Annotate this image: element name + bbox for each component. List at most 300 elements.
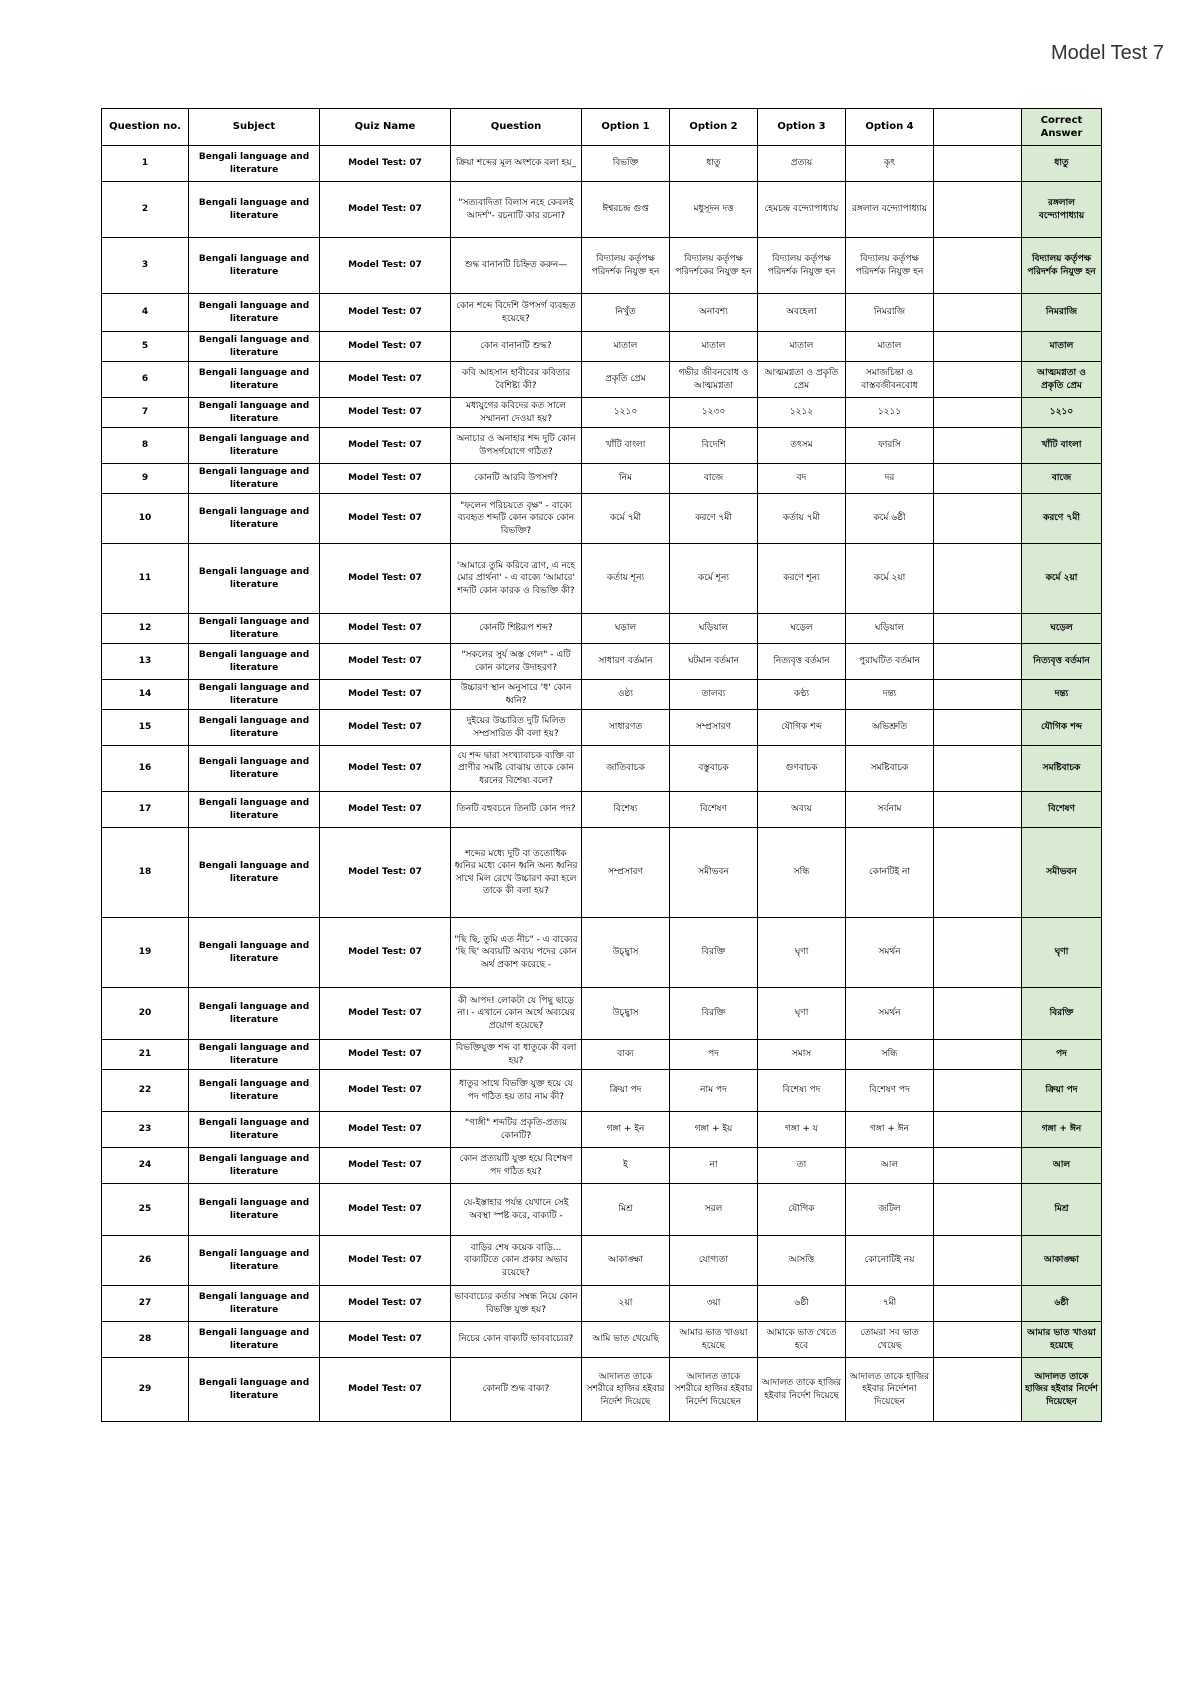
option-4-cell: ৭মী (846, 1286, 934, 1322)
quiz-name-cell: Model Test: 07 (320, 146, 451, 182)
subject-cell: Bengali language and literature (189, 1184, 320, 1236)
table-row (102, 1112, 1102, 1148)
question-cell: "সকলের সুর্য অস্ত গেল" - এটি কোন কালের উদাহরণ? (451, 644, 582, 680)
subject-cell: Bengali language and literature (189, 1070, 320, 1112)
option-3-cell: বদ (758, 464, 846, 494)
quiz-name-cell: Model Test: 07 (320, 494, 451, 544)
option-3-cell: প্রত্যয় (758, 146, 846, 182)
option-1-cell: উচ্ছ্বাস (582, 918, 670, 988)
table-row (102, 1148, 1102, 1184)
column-header: Option 3 (758, 109, 846, 146)
correct-answer-cell: ক্রিয়া পদ (1022, 1070, 1102, 1112)
question-cell: কবি আহসান হাবীবের কবিতার বৈশিষ্ট্য কী? (451, 362, 582, 398)
question-number: 20 (102, 988, 189, 1040)
blank-cell (934, 238, 1022, 294)
question-cell: কোন বানানটি শুদ্ধ? (451, 332, 582, 362)
option-1-cell: উচ্ছ্বাস (582, 988, 670, 1040)
option-3-cell: বিদ্যালয় কর্তৃপক্ষ পরিদর্শক নিযুক্ত হন (758, 238, 846, 294)
subject-cell: Bengali language and literature (189, 828, 320, 918)
option-3-cell: আমাকে ভাত খেতে হবে (758, 1322, 846, 1358)
blank-cell (934, 398, 1022, 428)
option-2-cell: সম্প্রসারণ (670, 710, 758, 746)
table-row (102, 1040, 1102, 1070)
blank-cell (934, 792, 1022, 828)
quiz-name-cell: Model Test: 07 (320, 710, 451, 746)
table-row (102, 494, 1102, 544)
option-3-cell: অবহেলা (758, 294, 846, 332)
correct-answer-cell: ঘড়েল (1022, 614, 1102, 644)
subject-cell: Bengali language and literature (189, 182, 320, 238)
correct-answer-cell: পদ (1022, 1040, 1102, 1070)
option-2-cell: না (670, 1148, 758, 1184)
quiz-name-cell: Model Test: 07 (320, 1184, 451, 1236)
option-2-cell: পদ (670, 1040, 758, 1070)
question-cell: "গাঙ্গী" শব্দটির প্রকৃতি-প্রত্যয় কোনটি? (451, 1112, 582, 1148)
option-2-cell: ১২৩০ (670, 398, 758, 428)
column-header: Question no. (102, 109, 189, 146)
correct-answer-cell: ১২১০ (1022, 398, 1102, 428)
question-cell: "সত্যবাদিতা বিলাস নহে কেবলই আদর্শ"- রচনাটি কার রচনা? (451, 182, 582, 238)
quiz-name-cell: Model Test: 07 (320, 828, 451, 918)
blank-cell (934, 614, 1022, 644)
subject-cell: Bengali language and literature (189, 746, 320, 792)
table-row (102, 918, 1102, 988)
quiz-name-cell: Model Test: 07 (320, 464, 451, 494)
quiz-name-cell: Model Test: 07 (320, 644, 451, 680)
question-cell: যে শব্দ দ্বারা সংখ্যাবাচক ব্যক্তি বা প্রাণীর সমষ্টি বোঝায় তাকে কোন ধরনের বিশেষ্য বলে? (451, 746, 582, 792)
question-number: 22 (102, 1070, 189, 1112)
correct-answer-cell: আল (1022, 1148, 1102, 1184)
question-number: 9 (102, 464, 189, 494)
blank-cell (934, 294, 1022, 332)
quiz-name-cell: Model Test: 07 (320, 238, 451, 294)
subject-cell: Bengali language and literature (189, 294, 320, 332)
table-row (102, 398, 1102, 428)
option-4-cell: সমষ্টিবাচক (846, 746, 934, 792)
option-4-cell: বিদ্যালয় কর্তৃপক্ষ পরিদর্শক নিযুক্ত হন (846, 238, 934, 294)
correct-answer-cell: রঙ্গলাল বন্দ্যোপাধ্যায় (1022, 182, 1102, 238)
option-4-cell: বিশেষণ পদ (846, 1070, 934, 1112)
option-2-cell: যোগ্যতা (670, 1236, 758, 1286)
option-2-cell: বিদ্যালয় কর্তৃপক্ষ পরিদর্শকের নিযুক্ত হন (670, 238, 758, 294)
option-1-cell: বিশেষ্য (582, 792, 670, 828)
option-4-cell: আদালত তাকে হাজির হইবার নির্দেশনা দিয়েছেন (846, 1358, 934, 1422)
question-number: 28 (102, 1322, 189, 1358)
correct-answer-cell: আকাঙ্ক্ষা (1022, 1236, 1102, 1286)
correct-answer-cell: কর্মে ২য়া (1022, 544, 1102, 614)
quiz-name-cell: Model Test: 07 (320, 746, 451, 792)
option-3-cell: হেমচন্দ্র বন্দ্যোপাধ্যায় (758, 182, 846, 238)
correct-answer-cell: করণে ৭মী (1022, 494, 1102, 544)
option-2-cell: সমীভবন (670, 828, 758, 918)
option-4-cell: সমাজচিন্তা ও বাস্তবজীবনবোধ (846, 362, 934, 398)
table-row (102, 792, 1102, 828)
blank-cell (934, 988, 1022, 1040)
correct-answer-cell: যৌগিক শব্দ (1022, 710, 1102, 746)
correct-answer-cell: মিশ্র (1022, 1184, 1102, 1236)
option-4-cell: গঙ্গা + ঈন (846, 1112, 934, 1148)
option-3-cell: যৌগিক শব্দ (758, 710, 846, 746)
question-number: 25 (102, 1184, 189, 1236)
question-cell: ক্রিয়া শব্দের মূল অংশকে বলা হয়_ (451, 146, 582, 182)
correct-answer-cell: আত্মমগ্নতা ও প্রকৃতি প্রেম (1022, 362, 1102, 398)
question-cell: কোনটি শুদ্ধ বাক্য? (451, 1358, 582, 1422)
table-row (102, 146, 1102, 182)
option-2-cell: তালব্য (670, 680, 758, 710)
option-3-cell: গুণবাচক (758, 746, 846, 792)
question-number: 21 (102, 1040, 189, 1070)
blank-cell (934, 544, 1022, 614)
option-3-cell: সমাস (758, 1040, 846, 1070)
table-row (102, 1184, 1102, 1236)
blank-cell (934, 1286, 1022, 1322)
question-number: 19 (102, 918, 189, 988)
column-header: Question (451, 109, 582, 146)
question-number: 8 (102, 428, 189, 464)
option-3-cell: আসত্তি (758, 1236, 846, 1286)
option-4-cell: ঘড়িয়াল (846, 614, 934, 644)
table-row (102, 294, 1102, 332)
table-row (102, 362, 1102, 398)
option-3-cell: অব্যয় (758, 792, 846, 828)
blank-cell (934, 182, 1022, 238)
correct-answer-cell: বাজে (1022, 464, 1102, 494)
blank-cell (934, 680, 1022, 710)
question-cell: কোনটি আরবি উপসর্গ? (451, 464, 582, 494)
correct-answer-cell: সমষ্টিবাচক (1022, 746, 1102, 792)
question-cell: কোন শব্দে বিদেশি উপসর্গ ব্যবহৃত হয়েছে? (451, 294, 582, 332)
question-cell: কোনটি শিষ্টরূপ শব্দ? (451, 614, 582, 644)
option-4-cell: ১২১১ (846, 398, 934, 428)
option-1-cell: বিভক্তি (582, 146, 670, 182)
quiz-name-cell: Model Test: 07 (320, 1148, 451, 1184)
quiz-name-cell: Model Test: 07 (320, 398, 451, 428)
question-cell: তিনটি বহুবচনে তিনটি কোন পদ? (451, 792, 582, 828)
option-2-cell: ঘড়িয়াল (670, 614, 758, 644)
option-1-cell: বাক্য (582, 1040, 670, 1070)
option-4-cell: অভিশ্রুতি (846, 710, 934, 746)
question-number: 26 (102, 1236, 189, 1286)
option-2-cell: করণে ৭মী (670, 494, 758, 544)
quiz-name-cell: Model Test: 07 (320, 294, 451, 332)
question-cell: "ফলেন পরিচয়তে বৃক্ষ" - বাক্যে ব্যবহৃত শব্দটি কোন কারকে কোন বিভক্তি? (451, 494, 582, 544)
option-1-cell: আকাঙ্ক্ষা (582, 1236, 670, 1286)
quiz-name-cell: Model Test: 07 (320, 182, 451, 238)
option-3-cell: আত্মমগ্নতা ও প্রকৃতি প্রেম (758, 362, 846, 398)
table-row (102, 182, 1102, 238)
subject-cell: Bengali language and literature (189, 146, 320, 182)
column-header: Option 1 (582, 109, 670, 146)
blank-cell (934, 1236, 1022, 1286)
option-2-cell: মাতাল (670, 332, 758, 362)
question-number: 2 (102, 182, 189, 238)
option-1-cell: ১২১০ (582, 398, 670, 428)
option-1-cell: ওষ্ঠ্য (582, 680, 670, 710)
subject-cell: Bengali language and literature (189, 680, 320, 710)
option-1-cell: আদালত তাকে সশরীরে হাজির হইবার নির্দেশ দিয়েছে (582, 1358, 670, 1422)
blank-cell (934, 1112, 1022, 1148)
correct-answer-cell: দন্ত্য (1022, 680, 1102, 710)
option-1-cell: মিশ্র (582, 1184, 670, 1236)
option-2-cell: ধাতু (670, 146, 758, 182)
question-cell: শুদ্ধ বানানটি চিহ্নিত করুন— (451, 238, 582, 294)
option-3-cell: ঘৃণা (758, 918, 846, 988)
option-3-cell: আদালত তাকে হাজির হইবার নির্দেশ দিয়েছে (758, 1358, 846, 1422)
subject-cell: Bengali language and literature (189, 1148, 320, 1184)
correct-answer-cell: মাতাল (1022, 332, 1102, 362)
option-2-cell: বিশেষণ (670, 792, 758, 828)
correct-answer-cell: আমার ভাত খাওয়া হয়েছে (1022, 1322, 1102, 1358)
question-cell: যে-ইস্তাহার পর্যন্ত যেখানে সেই অবস্থা স্পষ্ট করে, বাক্যটি - (451, 1184, 582, 1236)
table-row (102, 746, 1102, 792)
blank-cell (934, 1148, 1022, 1184)
option-1-cell: আমি ভাত খেয়েছি (582, 1322, 670, 1358)
correct-answer-cell: নিত্যবৃত্ত বর্তমান (1022, 644, 1102, 680)
blank-cell (934, 1322, 1022, 1358)
correct-answer-cell: বিশেষণ (1022, 792, 1102, 828)
blank-cell (934, 1070, 1022, 1112)
option-3-cell: ১২১২ (758, 398, 846, 428)
option-4-cell: আল (846, 1148, 934, 1184)
option-4-cell: দর (846, 464, 934, 494)
option-1-cell: সাধারণত (582, 710, 670, 746)
option-1-cell: গঙ্গা + ইন (582, 1112, 670, 1148)
option-3-cell: কর্তায় ৭মী (758, 494, 846, 544)
blank-cell (934, 746, 1022, 792)
question-number: 10 (102, 494, 189, 544)
option-2-cell: বস্তুবাচক (670, 746, 758, 792)
option-2-cell: বাজে (670, 464, 758, 494)
option-2-cell: ৩য়া (670, 1286, 758, 1322)
quiz-name-cell: Model Test: 07 (320, 428, 451, 464)
option-2-cell: অনাবশ্য (670, 294, 758, 332)
option-3-cell: গঙ্গা + য (758, 1112, 846, 1148)
option-4-cell: জটিল (846, 1184, 934, 1236)
subject-cell: Bengali language and literature (189, 398, 320, 428)
question-number: 29 (102, 1358, 189, 1422)
blank-cell (934, 1358, 1022, 1422)
option-3-cell: সন্ধি (758, 828, 846, 918)
table-row (102, 1070, 1102, 1112)
question-number: 7 (102, 398, 189, 428)
table-row (102, 680, 1102, 710)
option-1-cell: ঘড়াল (582, 614, 670, 644)
option-1-cell: জাতিবাচক (582, 746, 670, 792)
question-number: 15 (102, 710, 189, 746)
question-cell: ধাতুর সাথে বিভক্তি যুক্ত হয়ে যে পদ গঠিত হয় তার নাম কী? (451, 1070, 582, 1112)
correct-answer-cell: বিদ্যালয় কর্তৃপক্ষ পরিদর্শক নিযুক্ত হন (1022, 238, 1102, 294)
blank-cell (934, 918, 1022, 988)
blank-cell (934, 710, 1022, 746)
question-cell: মধ্যযুগের কবিদের কত সালে সম্মাননা দেওয়া হয়? (451, 398, 582, 428)
table-row (102, 238, 1102, 294)
correct-answer-cell: বিরক্তি (1022, 988, 1102, 1040)
option-2-cell: কর্মে শূন্য (670, 544, 758, 614)
option-3-cell: তৎসম (758, 428, 846, 464)
subject-cell: Bengali language and literature (189, 988, 320, 1040)
question-number: 5 (102, 332, 189, 362)
subject-cell: Bengali language and literature (189, 362, 320, 398)
table-row (102, 428, 1102, 464)
quiz-name-cell: Model Test: 07 (320, 918, 451, 988)
question-number: 14 (102, 680, 189, 710)
option-4-cell: মাতাল (846, 332, 934, 362)
correct-answer-cell: ৬ষ্ঠী (1022, 1286, 1102, 1322)
table-row (102, 988, 1102, 1040)
question-number: 3 (102, 238, 189, 294)
option-4-cell: নিমরাজি (846, 294, 934, 332)
option-2-cell: গভীর জীবনবোধ ও আত্মমগ্নতা (670, 362, 758, 398)
option-4-cell: ফারসি (846, 428, 934, 464)
question-cell: উচ্চারণ স্থান অনুসারে 'ধ' কোন ধ্বনি? (451, 680, 582, 710)
option-2-cell: বিরক্তি (670, 918, 758, 988)
table-row (102, 710, 1102, 746)
question-cell: নিচের কোন বাক্যটি ভাববাচ্যের? (451, 1322, 582, 1358)
question-number: 12 (102, 614, 189, 644)
option-4-cell: দন্ত্য (846, 680, 934, 710)
blank-cell (934, 332, 1022, 362)
subject-cell: Bengali language and literature (189, 1358, 320, 1422)
option-3-cell: ঘৃণা (758, 988, 846, 1040)
option-2-cell: গঙ্গা + ইয় (670, 1112, 758, 1148)
option-4-cell: সমর্থন (846, 918, 934, 988)
page-header-title: Model Test 7 (1050, 42, 1164, 64)
option-1-cell: সম্প্রসারণ (582, 828, 670, 918)
subject-cell: Bengali language and literature (189, 494, 320, 544)
quiz-name-cell: Model Test: 07 (320, 614, 451, 644)
question-number: 24 (102, 1148, 189, 1184)
correct-answer-cell: ঘৃণা (1022, 918, 1102, 988)
option-4-cell: সমর্থন (846, 988, 934, 1040)
subject-cell: Bengali language and literature (189, 238, 320, 294)
column-header-correct-answer: Correct Answer (1022, 109, 1102, 146)
option-4-cell: তোমরা সব ভাত খেয়েছ (846, 1322, 934, 1358)
correct-answer-cell: ধাতু (1022, 146, 1102, 182)
question-number: 13 (102, 644, 189, 680)
subject-cell: Bengali language and literature (189, 792, 320, 828)
option-1-cell: ঈশ্বরচন্দ্র গুপ্ত (582, 182, 670, 238)
question-cell: কোন প্রত্যয়টি যুক্ত হয়ে বিশেষণ পদ গঠিত হয়? (451, 1148, 582, 1184)
option-1-cell: সাধারণ বর্তমান (582, 644, 670, 680)
option-3-cell: ঘড়েল (758, 614, 846, 644)
table-row (102, 332, 1102, 362)
option-4-cell: সর্বনাম (846, 792, 934, 828)
question-number: 16 (102, 746, 189, 792)
option-4-cell: রঙ্গলাল বন্দ্যোপাধ্যায় (846, 182, 934, 238)
table-row (102, 464, 1102, 494)
correct-answer-cell: সমীভবন (1022, 828, 1102, 918)
quiz-name-cell: Model Test: 07 (320, 1070, 451, 1112)
option-2-cell: নাম পদ (670, 1070, 758, 1112)
table-row (102, 614, 1102, 644)
option-2-cell: বিদেশি (670, 428, 758, 464)
question-number: 27 (102, 1286, 189, 1322)
option-1-cell: বিদ্যালয় কর্তৃপক্ষ পরিদর্শক নিযুক্ত হন (582, 238, 670, 294)
blank-cell (934, 1184, 1022, 1236)
question-cell: ভাববাচ্যের কর্তার সম্বন্ধ নিয়ে কোন বিভক্তি যুক্ত হয়? (451, 1286, 582, 1322)
correct-answer-cell: নিমরাজি (1022, 294, 1102, 332)
blank-cell (934, 1040, 1022, 1070)
question-cell: বাড়ির শেষ কয়েক বাড়ি... বাক্যটিতে কোন প্রকার অভাব রয়েছে? (451, 1236, 582, 1286)
blank-cell (934, 644, 1022, 680)
blank-cell (934, 428, 1022, 464)
blank-cell (934, 362, 1022, 398)
question-cell: কী আপদ! লোকটা যে পিছু ছাড়ে না। - এখানে কোন অর্থে অব্যয়ের প্রয়োগ হয়েছে? (451, 988, 582, 1040)
table-row (102, 1286, 1102, 1322)
blank-cell (934, 494, 1022, 544)
option-4-cell: কৃৎ (846, 146, 934, 182)
question-number: 11 (102, 544, 189, 614)
correct-answer-cell: খাঁটি বাংলা (1022, 428, 1102, 464)
quiz-name-cell: Model Test: 07 (320, 362, 451, 398)
option-1-cell: ২য়া (582, 1286, 670, 1322)
column-header: Option 4 (846, 109, 934, 146)
option-3-cell: নিত্যবৃত্ত বর্তমান (758, 644, 846, 680)
option-1-cell: ক্রিয়া পদ (582, 1070, 670, 1112)
subject-cell: Bengali language and literature (189, 428, 320, 464)
subject-cell: Bengali language and literature (189, 464, 320, 494)
option-2-cell: আদালত তাকে সশরীরে হাজির হইবার নির্দেশ দিয়েছেন (670, 1358, 758, 1422)
quiz-name-cell: Model Test: 07 (320, 792, 451, 828)
quiz-name-cell: Model Test: 07 (320, 1112, 451, 1148)
question-cell: 'আমারে তুমি করিবে ত্রাণ, এ নহে মোর প্রার্থনা' - এ বাক্যে 'আমারে' শব্দটি কোন কারক ও বিভক্তি কী? (451, 544, 582, 614)
correct-answer-cell: গঙ্গা + ঈন (1022, 1112, 1102, 1148)
subject-cell: Bengali language and literature (189, 614, 320, 644)
option-3-cell: করণে শূন্য (758, 544, 846, 614)
option-1-cell: মাতাল (582, 332, 670, 362)
option-3-cell: মাতাল (758, 332, 846, 362)
question-number: 17 (102, 792, 189, 828)
subject-cell: Bengali language and literature (189, 918, 320, 988)
option-2-cell: মধুসূদন দত্ত (670, 182, 758, 238)
option-4-cell: সন্ধি (846, 1040, 934, 1070)
table-row (102, 1358, 1102, 1422)
correct-answer-cell: আদালত তাকে হাজির হইবার নির্দেশ দিয়েছেন (1022, 1358, 1102, 1422)
option-3-cell: তা (758, 1148, 846, 1184)
option-4-cell: কোনোটিই নয় (846, 1236, 934, 1286)
option-4-cell: পুরাঘটিত বর্তমান (846, 644, 934, 680)
blank-cell (934, 828, 1022, 918)
column-header: Subject (189, 109, 320, 146)
quiz-name-cell: Model Test: 07 (320, 680, 451, 710)
question-number: 18 (102, 828, 189, 918)
option-3-cell: বিশেষ্য পদ (758, 1070, 846, 1112)
subject-cell: Bengali language and literature (189, 1286, 320, 1322)
option-3-cell: কণ্ঠ্য (758, 680, 846, 710)
question-number: 6 (102, 362, 189, 398)
column-header: Quiz Name (320, 109, 451, 146)
column-header (934, 109, 1022, 146)
question-cell: শব্দের মধ্যে দুটি বা ততোধিক ধ্বনির মধ্যে কোন ধ্বনি অন্য ধ্বনির সাথে মিল রেখে উচ্চারণ করা হলে তাকে কী বলা হয়? (451, 828, 582, 918)
question-cell: অনাচার ও অনাহার শব্দ দুটি কোন উপসর্গযোগে গঠিত? (451, 428, 582, 464)
question-cell: বিভক্তিযুক্ত শব্দ বা ধাতুকে কী বলা হয়? (451, 1040, 582, 1070)
table-row (102, 828, 1102, 918)
option-1-cell: কর্মে ৭মী (582, 494, 670, 544)
table-row (102, 644, 1102, 680)
subject-cell: Bengali language and literature (189, 1236, 320, 1286)
option-1-cell: প্রকৃতি প্রেম (582, 362, 670, 398)
subject-cell: Bengali language and literature (189, 1112, 320, 1148)
table-row (102, 1322, 1102, 1358)
option-2-cell: আমার ভাত খাওয়া হয়েছে (670, 1322, 758, 1358)
blank-cell (934, 146, 1022, 182)
option-1-cell: নিম (582, 464, 670, 494)
option-2-cell: ঘটমান বর্তমান (670, 644, 758, 680)
subject-cell: Bengali language and literature (189, 1322, 320, 1358)
option-1-cell: নিখুঁত (582, 294, 670, 332)
subject-cell: Bengali language and literature (189, 710, 320, 746)
option-1-cell: ই (582, 1148, 670, 1184)
